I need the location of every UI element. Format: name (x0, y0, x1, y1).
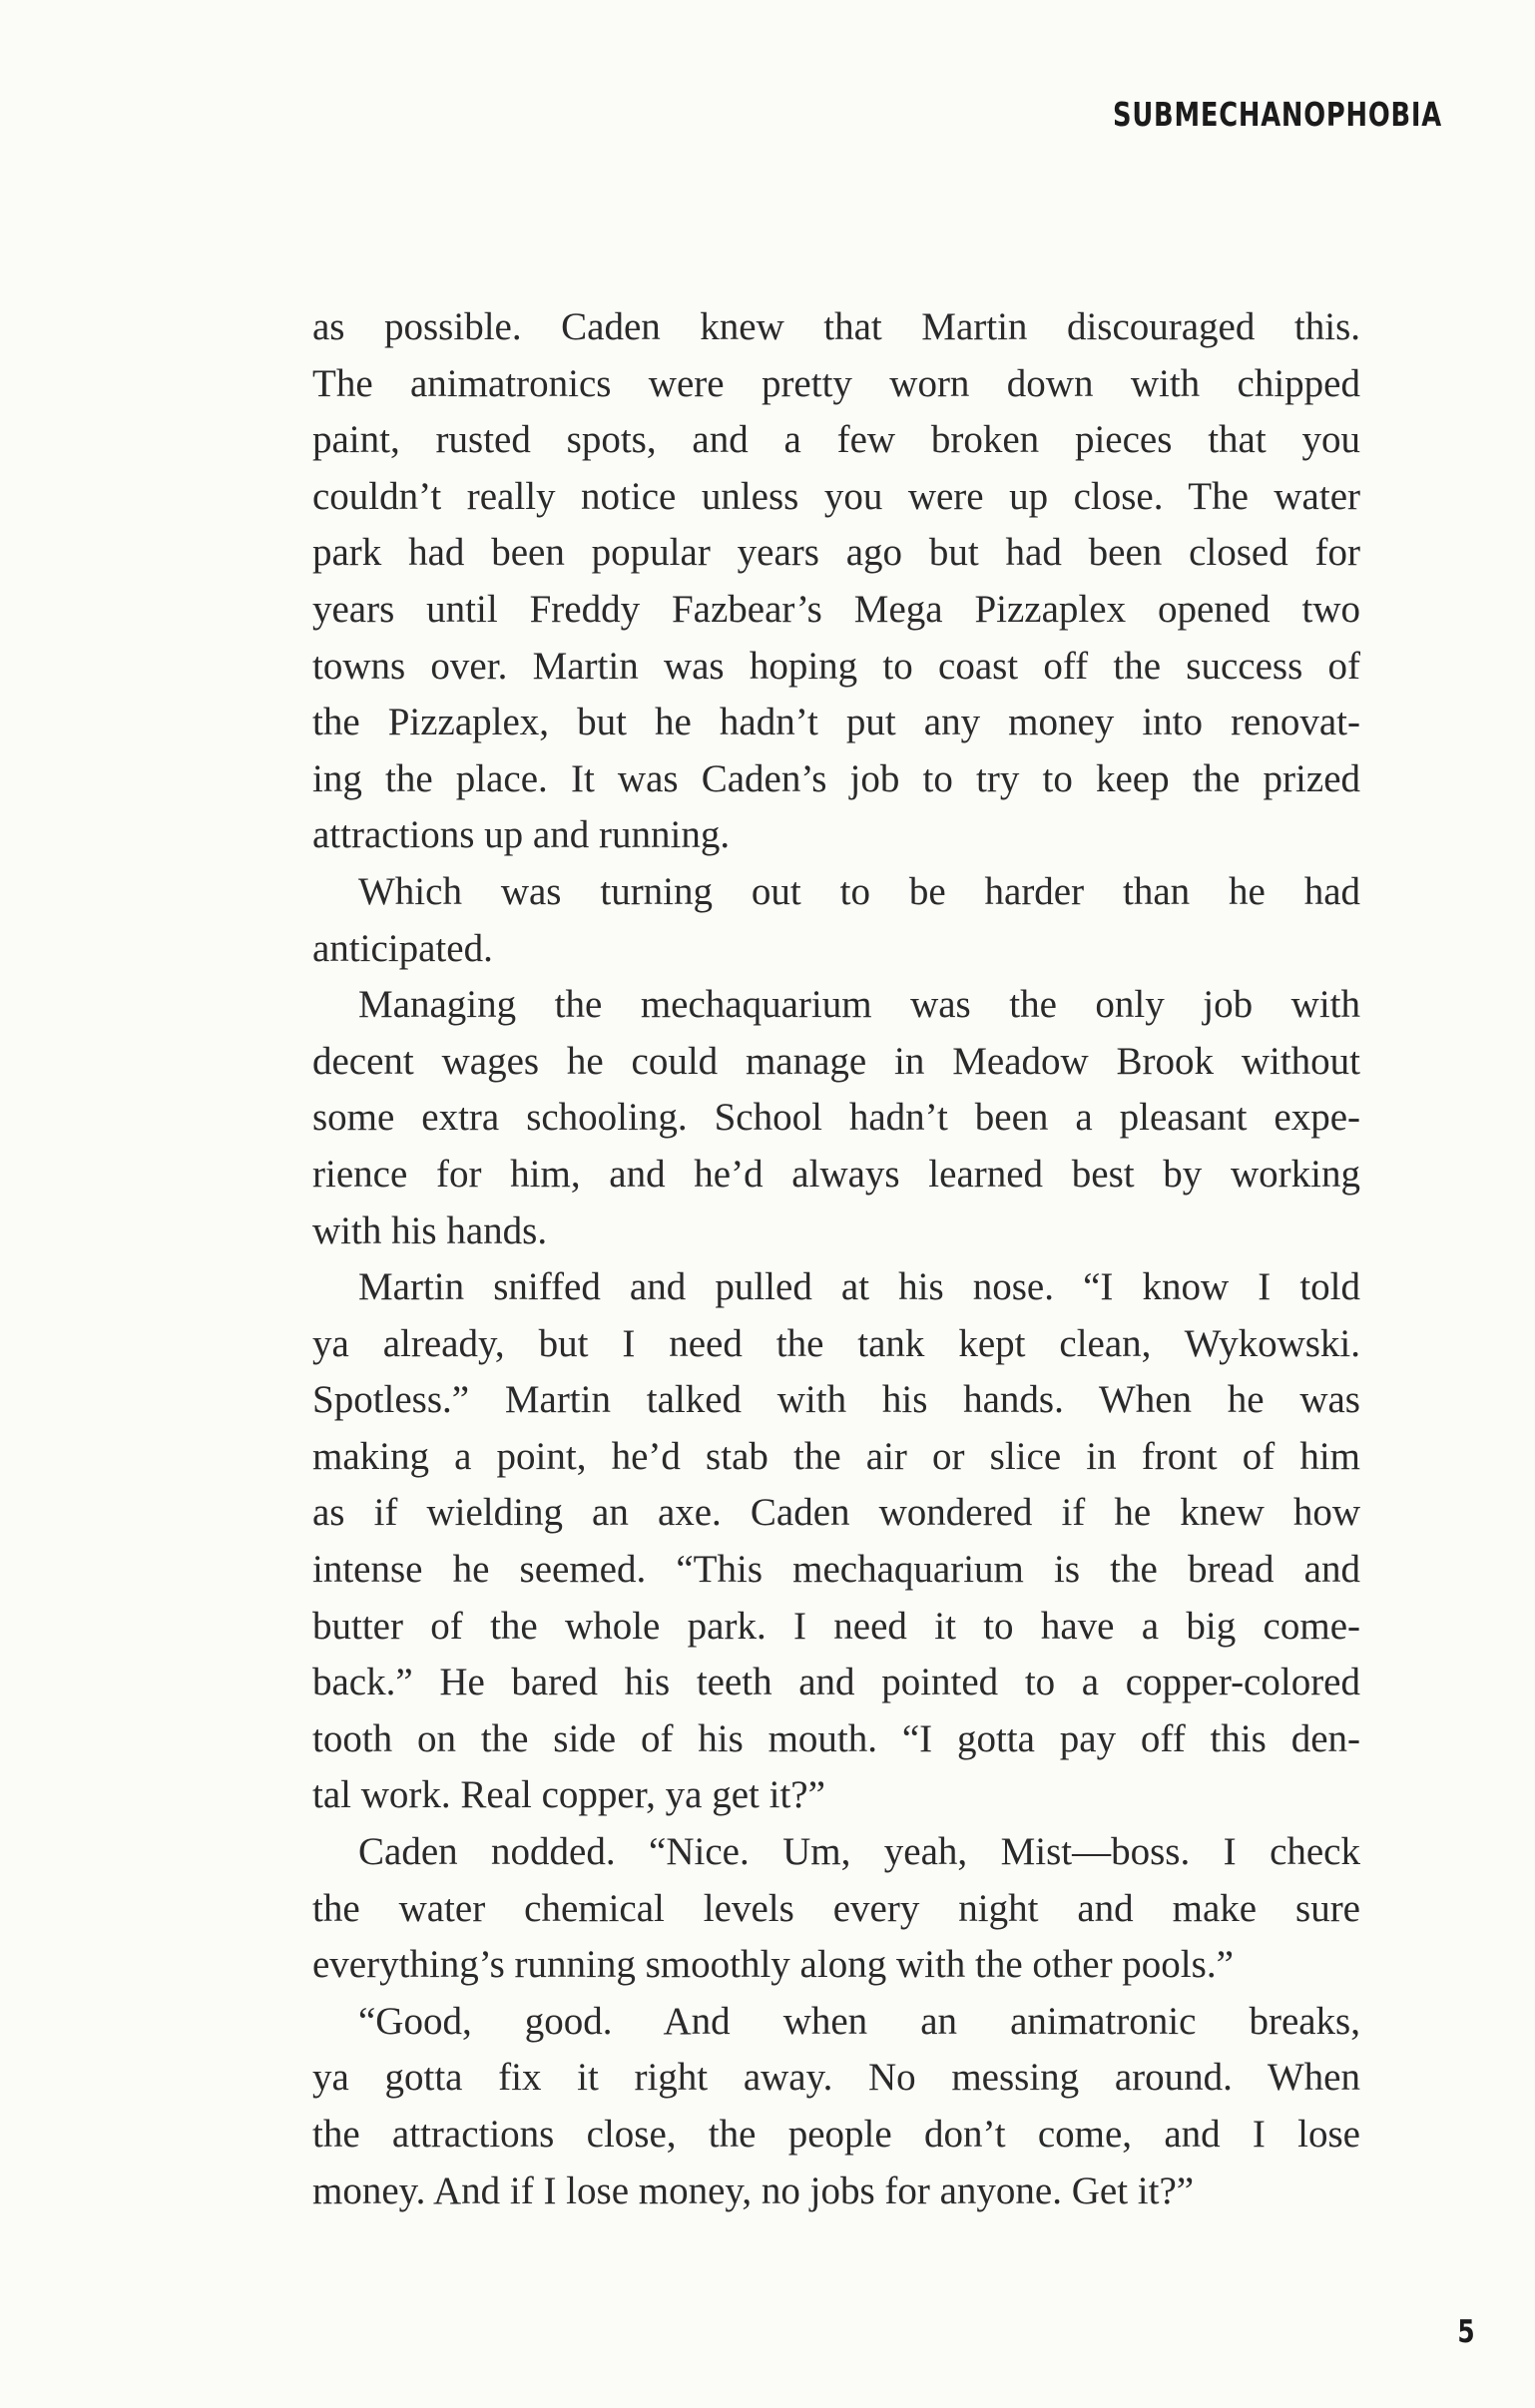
text-line: couldn’t really notice unless you were up close. The water (312, 474, 1360, 518)
text-line: Managing the mechaquarium was the only job with (358, 983, 1360, 1027)
text-line: The animatronics were pretty worn down with chipped (312, 361, 1360, 405)
page-number: 5 (1457, 2314, 1475, 2350)
text-line: as if wielding an axe. Caden wondered if he knew how (312, 1491, 1360, 1535)
text-line: everything’s running smoothly along with the other pools.” (312, 1943, 1234, 1987)
text-line: decent wages he could manage in Meadow Brook without (312, 1039, 1360, 1083)
text-line: Which was turning out to be harder than he had (358, 869, 1360, 913)
text-line: Martin sniffed and pulled at his nose. “I know I told (358, 1265, 1360, 1309)
text-line: some extra schooling. School hadn’t been a pleasant expe- (312, 1096, 1360, 1140)
text-line: Caden nodded. “Nice. Um, yeah, Mist—boss. I check (358, 1830, 1360, 1874)
text-line: with his hands. (312, 1208, 548, 1252)
text-line: back.” He bared his teeth and pointed to a copper-colored (312, 1661, 1360, 1704)
text-line: the attractions close, the people don’t come, and I lose (312, 2113, 1360, 2156)
text-line: tal work. Real copper, ya get it?” (312, 1773, 825, 1817)
text-line: park had been popular years ago but had been closed for (312, 531, 1360, 575)
text-line: paint, rusted spots, and a few broken pieces that you (312, 418, 1360, 462)
text-line: “Good, good. And when an animatronic breaks, (358, 1999, 1360, 2043)
text-line: attractions up and running. (312, 813, 731, 857)
text-line: making a point, he’d stab the air or slice in front of him (312, 1434, 1360, 1478)
text-line: intense he seemed. “This mechaquarium is the bread and (312, 1548, 1360, 1592)
body-text (312, 299, 1360, 2219)
text-line: as possible. Caden knew that Martin discouraged this. (312, 305, 1360, 348)
text-line: the Pizzaplex, but he hadn’t put any money into renovat- (312, 701, 1360, 744)
text-line: ing the place. It was Caden’s job to try to keep the prized (312, 756, 1360, 800)
text-line: anticipated. (312, 926, 493, 970)
text-line: rience for him, and he’d always learned best by working (312, 1152, 1360, 1196)
text-line: Spotless.” Martin talked with his hands. When he was (312, 1378, 1360, 1422)
text-line: butter of the whole park. I need it to have a big come- (312, 1604, 1360, 1648)
text-line: ya already, but I need the tank kept clean, Wykowski. (312, 1321, 1360, 1365)
text-line: tooth on the side of his mouth. “I gotta pay off this den- (312, 1716, 1360, 1760)
text-line: ya gotta fix it right away. No messing around. When (312, 2056, 1360, 2100)
running-head: SUBMECHANOPHOBIA (1113, 95, 1442, 134)
text-line: money. And if I lose money, no jobs for anyone. Get it?” (312, 2168, 1195, 2212)
text-line: the water chemical levels every night and make sure (312, 1886, 1360, 1930)
text-line: years until Freddy Fazbear’s Mega Pizzaplex opened two (312, 587, 1360, 631)
text-line: towns over. Martin was hoping to coast off the success of (312, 644, 1360, 688)
